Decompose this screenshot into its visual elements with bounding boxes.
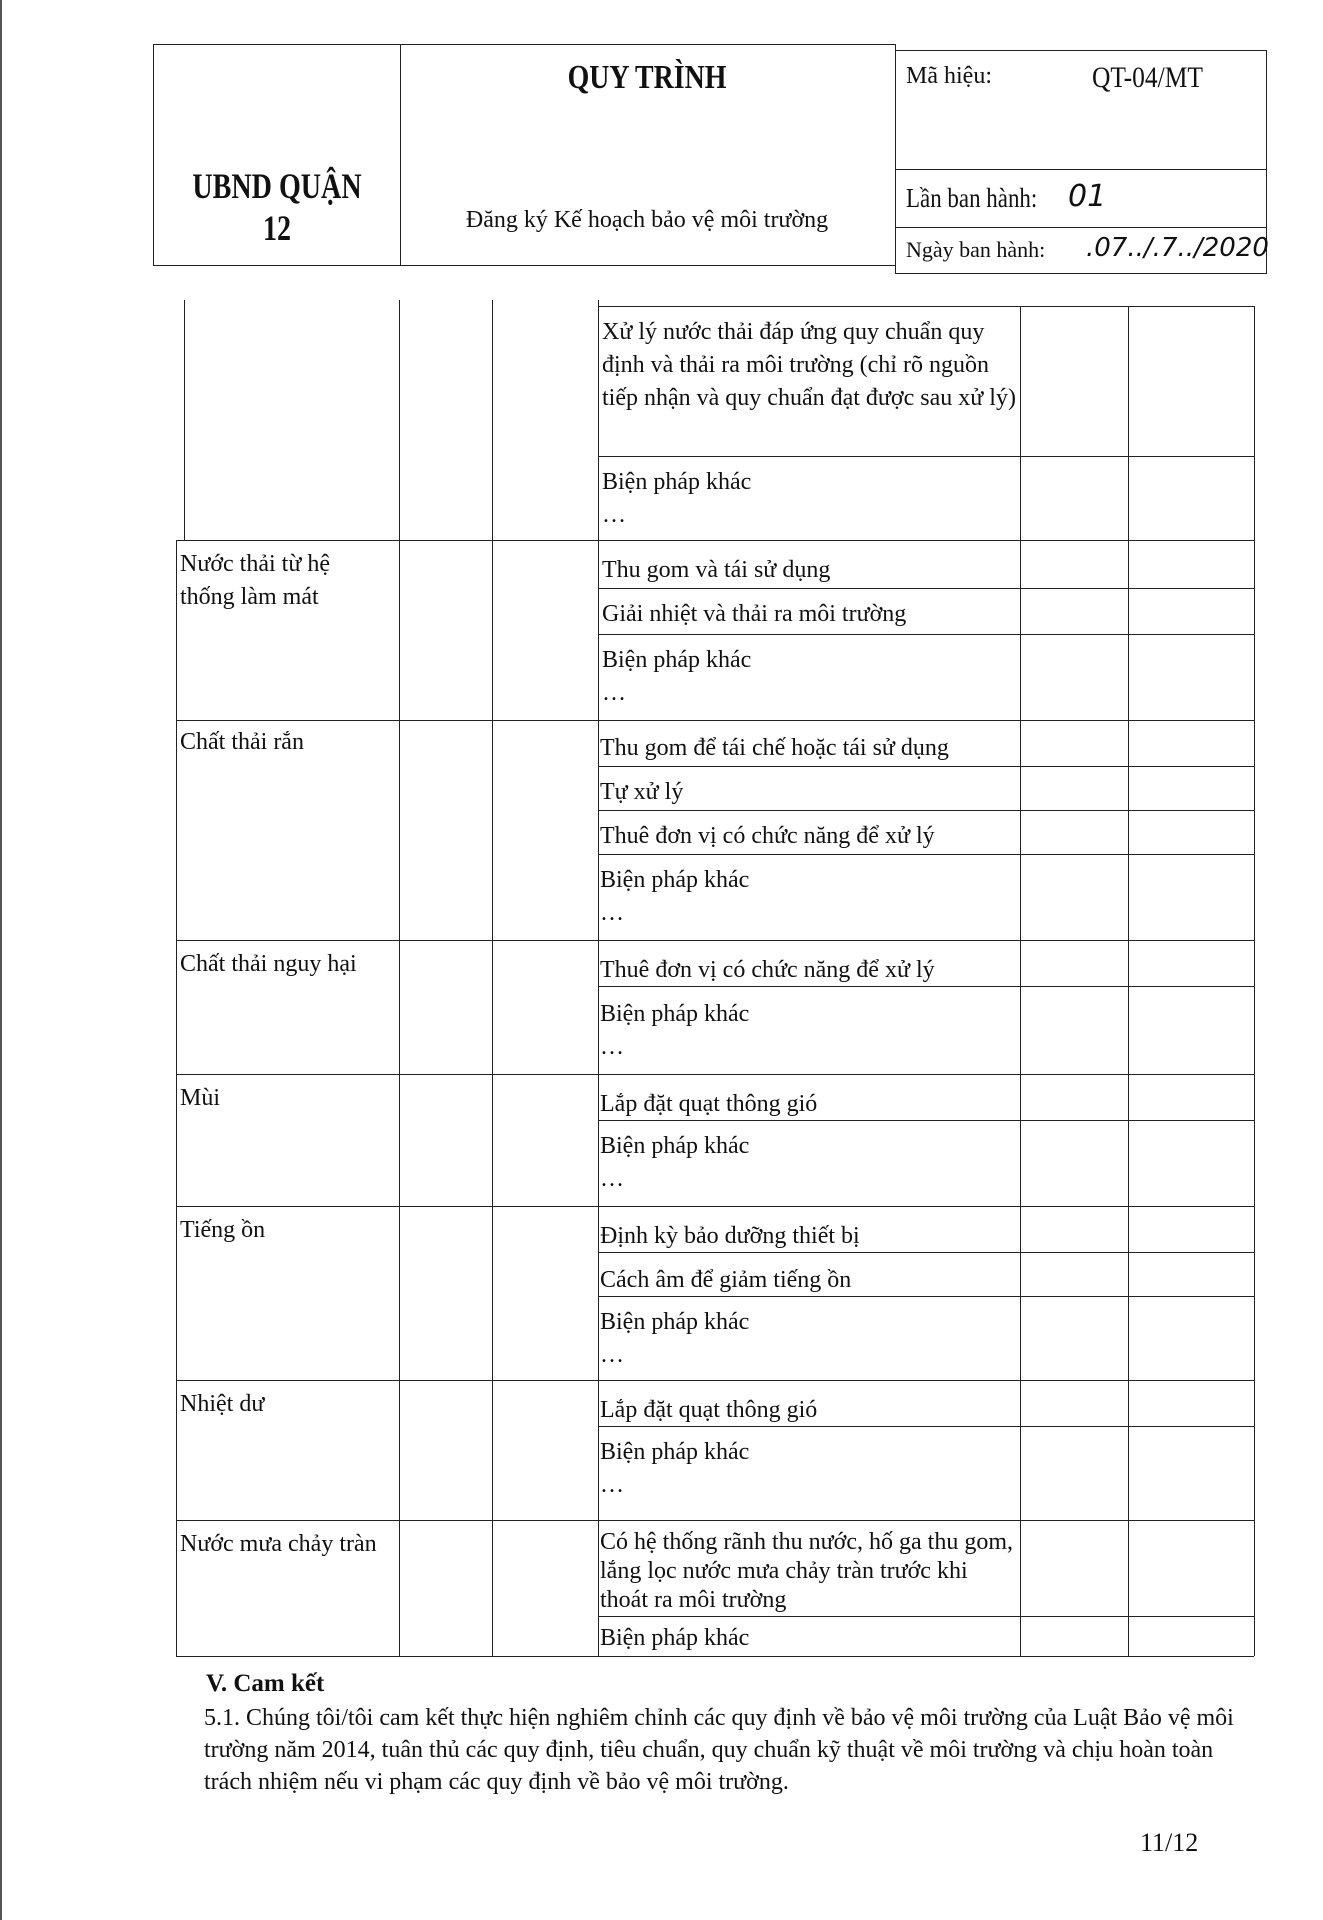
source-cell: Nước thải từ hệ thống làm mát: [180, 551, 330, 610]
measure-cell: Thu gom để tái chế hoặc tái sử dụng: [600, 735, 949, 761]
table-vline: [1020, 306, 1021, 1656]
table-row-line: [176, 940, 1254, 941]
header-org-cell: [153, 44, 401, 266]
measure-cell: Biện pháp khác …: [600, 1309, 750, 1368]
measure-cell: Có hệ thống rãnh thu nước, hố ga thu gom, lắng lọc nước mưa chảy tràn trước khi thoát ra môi trường: [600, 1529, 1013, 1613]
measure-cell: Biện pháp khác: [600, 1625, 750, 1651]
measure-cell: Thu gom và tái sử dụng: [602, 557, 831, 583]
source-cell: Chất thải rắn: [180, 729, 304, 755]
measure-cell: Lắp đặt quạt thông gió: [600, 1397, 818, 1423]
table-vline: [184, 300, 185, 540]
table-row-line: [176, 1206, 1254, 1207]
source-cell: Nước mưa chảy tràn: [180, 1531, 377, 1557]
table-row-line: [176, 1520, 1254, 1521]
measure-cell: Biện pháp khác …: [602, 469, 752, 528]
measure-cell: Cách âm để giảm tiếng ồn: [600, 1267, 852, 1293]
source-cell: Mùi: [180, 1085, 221, 1111]
measure-cell: Lắp đặt quạt thông gió: [600, 1091, 818, 1117]
table-row-line: [176, 540, 1254, 541]
table-hline: [598, 634, 1254, 635]
measure-cell: Giải nhiệt và thải ra môi trường: [602, 601, 907, 627]
table-row-line: [176, 1074, 1254, 1075]
issue-label: Lần ban hành:: [906, 183, 1038, 213]
table-vline: [399, 300, 400, 1656]
date-row: [896, 227, 1269, 273]
table-hline: [598, 854, 1254, 855]
table-hline: [598, 456, 1254, 457]
table-hline: [598, 1616, 1254, 1617]
issue-row: [896, 169, 1266, 228]
measure-cell: Biện pháp khác …: [600, 1133, 750, 1192]
commitment-paragraph: 5.1. Chúng tôi/tôi cam kết thực hiện nghiêm chỉnh các quy định về bảo vệ môi trường của Luật Bảo vệ môi trường năm 2014, tuân thủ các quy định, tiêu chuẩn, quy chuẩn kỹ thuật về môi trường và chịu hoàn toàn trách nhiệm nếu vi phạm các quy định về bảo vệ môi trường.: [204, 1705, 1234, 1795]
table-vline: [492, 300, 493, 1656]
table-hline: [598, 766, 1254, 767]
table-row-line: [176, 720, 1254, 721]
table-hline: [598, 810, 1254, 811]
section-heading: V. Cam kết: [206, 1670, 325, 1697]
measure-cell: Thuê đơn vị có chức năng để xử lý: [600, 957, 935, 983]
date-label: Ngày ban hành:: [906, 237, 1046, 262]
header-title-cell: [399, 44, 896, 266]
table-hline: [598, 588, 1254, 589]
code-label: Mã hiệu:: [906, 63, 992, 89]
table-vline: [176, 540, 177, 1656]
code-row: [896, 51, 1266, 170]
measure-cell: Xử lý nước thải đáp ứng quy chuẩn quy định và thải ra môi trường (chỉ rõ nguồn tiếp nhận và quy chuẩn đạt được sau xử lý): [602, 319, 1016, 411]
source-cell: Nhiệt dư: [180, 1391, 265, 1417]
table-vline: [598, 300, 599, 1656]
org-name: UBND QUẬN 12: [192, 166, 362, 248]
measure-cell: Định kỳ bảo dưỡng thiết bị: [600, 1223, 860, 1249]
measure-cell: Biện pháp khác …: [602, 647, 752, 706]
table-row-line: [176, 1656, 1254, 1657]
measure-cell: Tự xử lý: [600, 779, 684, 805]
source-cell: Chất thải nguy hại: [180, 951, 357, 977]
table-row-line: [176, 1380, 1254, 1381]
document-name: Đăng ký Kế hoạch bảo vệ môi trường: [465, 207, 829, 233]
page-edge: [0, 0, 2, 1920]
date-value: .07../.7../2020: [1086, 233, 1269, 263]
header-meta-cell: [895, 50, 1267, 274]
table-vline: [1128, 306, 1129, 1656]
code-value: QT-04/MT: [1092, 61, 1203, 94]
page-number: 11/12: [1140, 1828, 1199, 1857]
source-cell: Tiếng ồn: [180, 1217, 266, 1243]
issue-value: 01: [1068, 179, 1107, 214]
measure-cell: Biện pháp khác …: [600, 1439, 750, 1498]
table-vline: [1254, 306, 1255, 1656]
measure-cell: Thuê đơn vị có chức năng để xử lý: [600, 823, 935, 849]
document-type: QUY TRÌNH: [567, 59, 727, 96]
table-hline: [598, 306, 1254, 307]
measure-cell: Biện pháp khác …: [600, 867, 750, 926]
measure-cell: Biện pháp khác …: [600, 1001, 750, 1060]
